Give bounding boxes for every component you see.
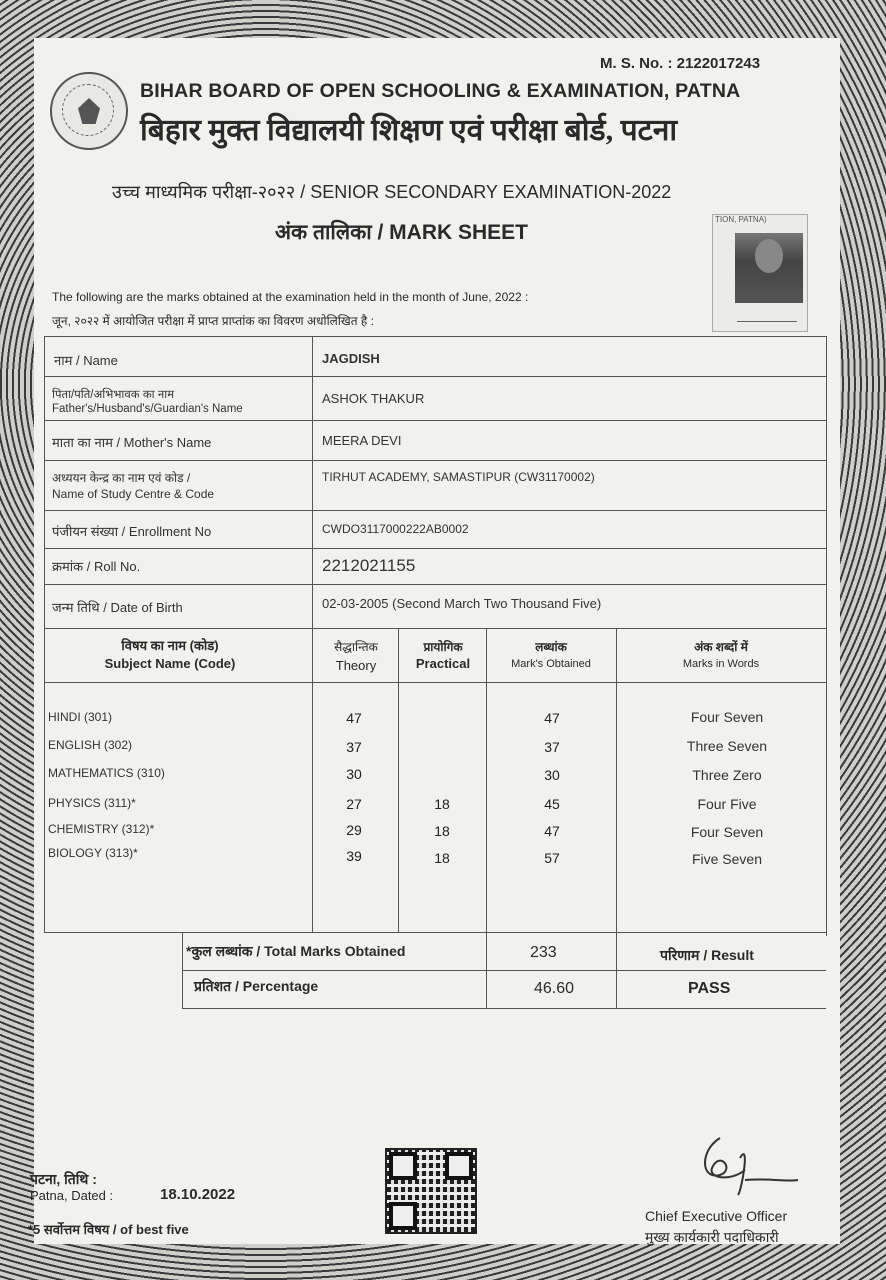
subject-header-hi: विषय का नाम (कोड) bbox=[121, 638, 219, 653]
subject-theory: 37 bbox=[346, 739, 362, 755]
officer-title-en: Chief Executive Officer bbox=[645, 1208, 788, 1224]
ms-number: M. S. No. : 2122017243 bbox=[600, 55, 761, 72]
subject-words: Four Five bbox=[697, 796, 757, 812]
total-marks-value: 233 bbox=[530, 944, 557, 961]
place-date-en: Patna, Dated : bbox=[30, 1188, 114, 1203]
issue-date: 18.10.2022 bbox=[160, 1186, 236, 1203]
subject-theory: 27 bbox=[346, 796, 362, 812]
subject-name: ENGLISH (302) bbox=[48, 738, 133, 752]
subject-theory: 30 bbox=[346, 766, 362, 782]
father-label: पिता/पति/अभिभावक का नाम Father's/Husband's/Guardian's Name bbox=[52, 389, 243, 415]
best-five-note: *5 सर्वोत्तम विषय / of best five bbox=[28, 1222, 189, 1237]
subject-practical: 18 bbox=[434, 796, 450, 812]
subject-obtained: 37 bbox=[544, 739, 560, 755]
intro-en: The following are the marks obtained at the examination held in the month of June, 2022 : bbox=[52, 290, 529, 304]
subject-name: MATHEMATICS (310) bbox=[48, 766, 165, 780]
enrollment-label: पंजीयन संख्या / Enrollment No bbox=[52, 524, 212, 539]
theory-header-hi: सैद्धान्तिक bbox=[334, 640, 378, 654]
exam-title: उच्च माध्यमिक परीक्षा-२०२२ / SENIOR SECONDARY EXAMINATION-2022 bbox=[112, 182, 672, 202]
subject-name: PHYSICS (311)* bbox=[48, 796, 136, 810]
result-value: PASS bbox=[688, 980, 731, 997]
practical-header-hi: प्रायोगिक bbox=[423, 640, 463, 654]
subject-words: Four Seven bbox=[690, 709, 764, 725]
subject-name: HINDI (301) bbox=[48, 710, 113, 724]
mother-label: माता का नाम / Mother's Name bbox=[52, 435, 212, 450]
board-emblem-icon bbox=[50, 72, 128, 150]
theory-header-en: Theory bbox=[335, 658, 377, 673]
practical-header-en: Practical bbox=[415, 656, 471, 671]
board-name-en: BIHAR BOARD OF OPEN SCHOOLING & EXAMINATION, PATNA bbox=[140, 80, 741, 102]
candidate-photo bbox=[735, 233, 803, 303]
subject-practical: 18 bbox=[434, 823, 450, 839]
officer-title-hi: मुख्य कार्यकारी पदाधिकारी bbox=[645, 1229, 779, 1245]
subject-header-en: Subject Name (Code) bbox=[104, 656, 236, 671]
roll-label: क्रमांक / Roll No. bbox=[52, 559, 141, 574]
subject-obtained: 45 bbox=[544, 796, 560, 812]
subject-practical: 18 bbox=[434, 850, 450, 866]
obtained-header-en: Mark's Obtained bbox=[511, 658, 591, 670]
officer-signature bbox=[690, 1120, 800, 1200]
enrollment-value: CWDO3117000222AB0002 bbox=[322, 522, 469, 536]
subject-obtained: 47 bbox=[544, 710, 560, 726]
study-centre-value: TIRHUT ACADEMY, SAMASTIPUR (CW31170002) bbox=[322, 470, 595, 484]
photo-stamp: TION, PATNA) bbox=[715, 215, 767, 224]
subject-theory: 39 bbox=[346, 848, 362, 864]
subject-theory: 47 bbox=[346, 710, 362, 726]
candidate-signature bbox=[737, 309, 797, 322]
total-marks-label: *कुल लब्धांक / Total Marks Obtained bbox=[186, 943, 406, 959]
subject-obtained: 47 bbox=[544, 823, 560, 839]
study-centre-label: अध्ययन केन्द्र का नाम एवं कोड / Name of Study Centre & Code bbox=[52, 471, 215, 501]
mark-sheet-title: अंक तालिका / MARK SHEET bbox=[275, 221, 529, 244]
qr-code bbox=[385, 1148, 477, 1234]
subject-name: BIOLOGY (313)* bbox=[48, 846, 138, 860]
name-label: नाम / Name bbox=[54, 353, 118, 368]
words-header-en: Marks in Words bbox=[682, 658, 760, 670]
subject-obtained: 57 bbox=[544, 850, 560, 866]
father-value: ASHOK THAKUR bbox=[322, 391, 425, 406]
roll-value: 2212021155 bbox=[322, 556, 416, 575]
subject-words: Five Seven bbox=[691, 851, 763, 867]
mother-value: MEERA DEVI bbox=[322, 433, 402, 448]
words-header-hi: अंक शब्दों में bbox=[694, 640, 748, 654]
subject-theory: 29 bbox=[346, 822, 362, 838]
board-name-hi: बिहार मुक्त विद्यालयी शिक्षण एवं परीक्षा बोर्ड, पटना bbox=[140, 114, 678, 147]
result-label: परिणाम / Result bbox=[660, 947, 754, 963]
subject-words: Four Seven bbox=[690, 824, 764, 840]
percentage-value: 46.60 bbox=[534, 980, 575, 997]
candidate-photo-frame bbox=[712, 214, 808, 332]
dob-value: 02-03-2005 (Second March Two Thousand Five) bbox=[322, 596, 602, 611]
subject-name: CHEMISTRY (312)* bbox=[48, 822, 155, 836]
obtained-header-hi: लब्धांक bbox=[535, 640, 567, 654]
intro-hi: जून, २०२२ में आयोजित परीक्षा में प्राप्त प्राप्तांक का विवरण अधोलिखित है : bbox=[52, 314, 374, 328]
name-value: JAGDISH bbox=[322, 351, 380, 366]
subject-obtained: 30 bbox=[544, 767, 560, 783]
percentage-label: प्रतिशत / Percentage bbox=[194, 978, 319, 994]
place-date-hi: पटना, तिथि : bbox=[30, 1171, 97, 1187]
dob-label: जन्म तिथि / Date of Birth bbox=[52, 600, 183, 615]
subject-words: Three Zero bbox=[692, 767, 762, 783]
subject-words: Three Seven bbox=[686, 738, 768, 754]
